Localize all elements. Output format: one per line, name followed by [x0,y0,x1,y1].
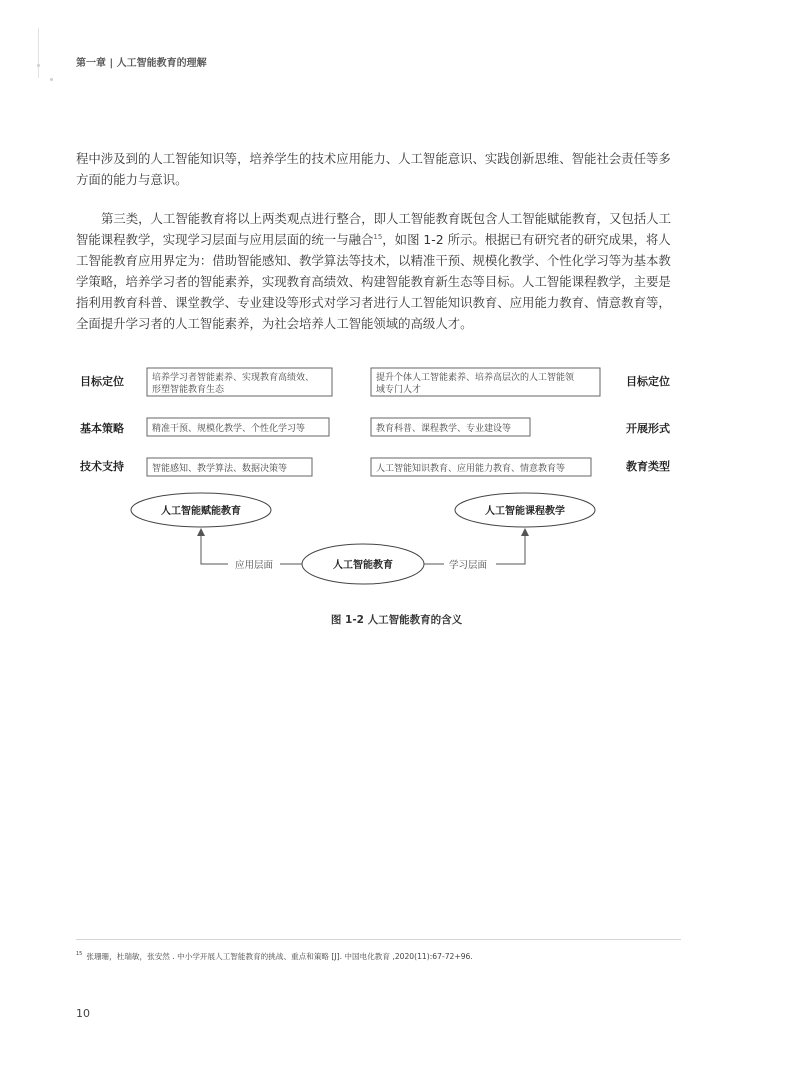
box-type-text: 人工智能知识教育、应用能力教育、情意教育等 [376,464,566,474]
box-strategy-text: 精准干预、规模化教学、个性化学习等 [152,424,306,434]
ellipse-ai-empowered-education-label: 人工智能赋能教育 [161,506,241,517]
label-strategy: 基本策略 [80,422,124,435]
label-goal-right: 目标定位 [626,375,670,388]
connector-learning-label: 学习层面 [448,560,488,571]
arrow-to-empowered-education [201,532,228,564]
label-type: 教育类型 [626,460,670,473]
footnote-text: 张珊珊，杜瑞敏，张安然 . 中小学开展人工智能教育的挑战、重点和策略 [J]. 中国电化教育 ,2020(11):67-72+96. [86,952,473,961]
footnote [76,951,473,962]
ellipse-ai-education-label: 人工智能教育 [333,560,393,571]
running-header: 第一章 | 人工智能教育的理解 [76,58,207,69]
label-tech: 技术支持 [80,460,124,473]
box-goal-left-line2: 形塑智能教育生态 [152,385,225,395]
paragraph-2-text-b: ，如图 1-2 所示。根据已有研究者的研究成果，将人工智能教育应用界定为：借助智能感知、教学算法等技术，以精准干预、规模化教学、个性化学习等为基本教学策略，培养学习者的智能素养，实现教育高绩效、构建智能教育新生态等目标。人工智能课程教学，主要是指利用教育科普、课堂教学、专业建设等形式对学习者进行人工智能知识教育、应用能力教育、情意教育等，全面提升学习者的人工智能素养，为社会培养人工智能领域的高级人才。 [76,232,671,331]
label-goal-left: 目标定位 [80,375,124,388]
footnote-marker: 15 [76,951,83,958]
footnote-reference[interactable]: 15 [373,232,383,241]
label-form: 开展形式 [626,422,670,435]
box-form-text: 教育科普、课程教学、专业建设等 [376,424,512,434]
figure-caption: 图 1-2 人工智能教育的含义 [330,614,463,626]
paragraph-1: 程中涉及到的人工智能知识等，培养学生的技术应用能力、人工智能意识、实践创新思维、智能社会责任等多方面的能力与意识。 [76,151,671,187]
arrow-to-course-teaching [496,532,525,564]
paragraph-2-text-a: 第三类，人工智能教育将以上两类观点进行整合，即人工智能教育既包含人工智能赋能教育，又包括人工智能课程教学，实现学习层面与应用层面的统一与融合 [76,211,671,247]
box-tech-text: 智能感知、教学算法、数据决策等 [152,464,288,474]
connector-application-label: 应用层面 [234,560,274,571]
page-number: 10 [76,1007,90,1020]
footnote-divider [76,939,681,940]
box-goal-right-line2: 域专门人才 [376,385,422,395]
box-goal-left-line1: 培养学习者智能素养、实现教育高绩效、 [152,373,315,383]
ellipse-ai-course-teaching-label: 人工智能课程教学 [485,506,565,517]
box-goal-right-line1: 提升个体人工智能素养、培养高层次的人工智能领 [376,373,575,383]
